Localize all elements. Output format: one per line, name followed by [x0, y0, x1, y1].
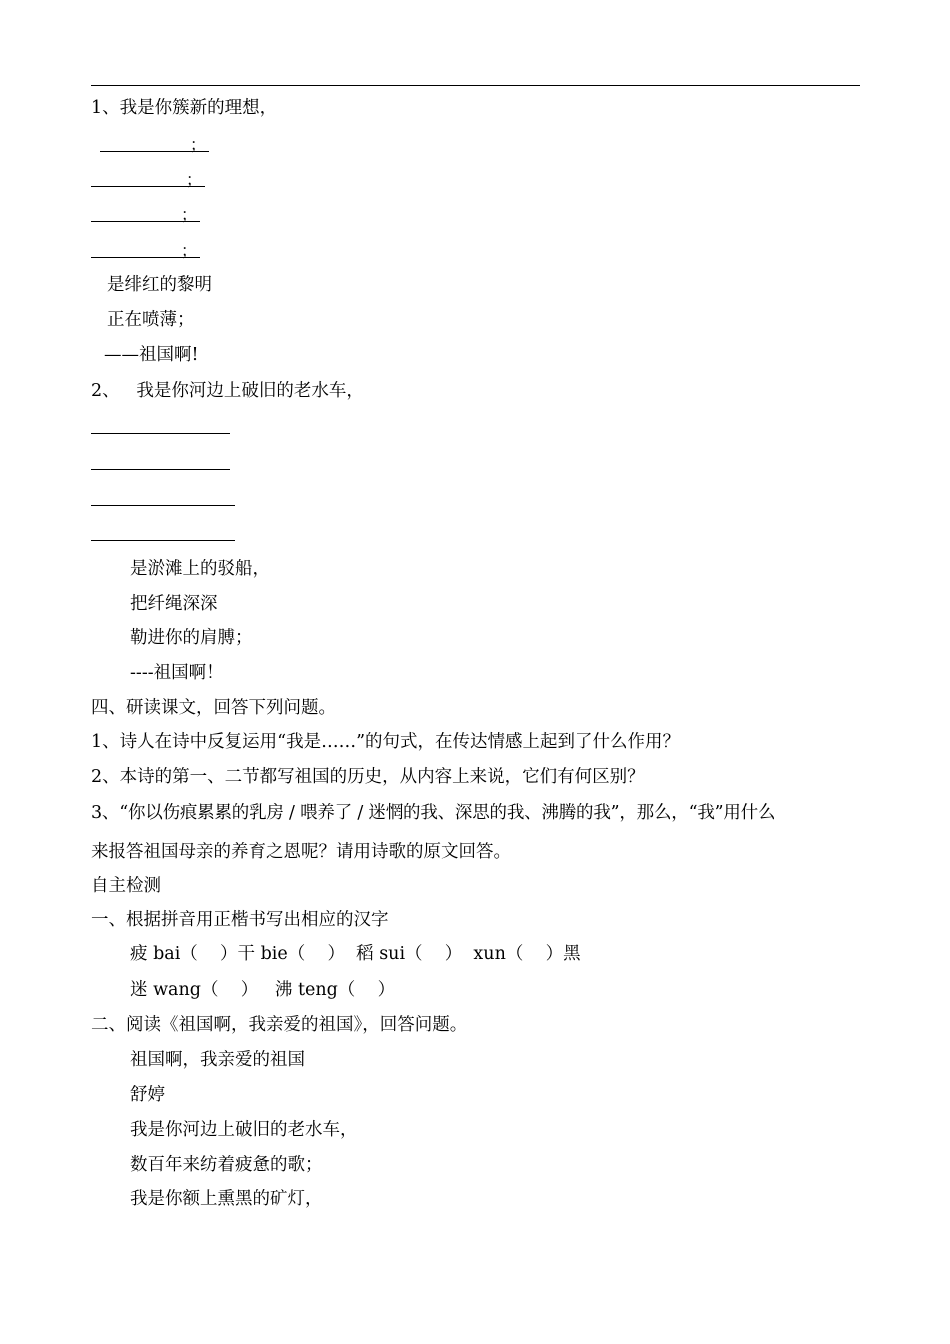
poem-line: 我是你河边上破旧的老水车， [130, 1120, 358, 1140]
poem-title: 祖国啊，我亲爱的祖国 [130, 1050, 305, 1070]
poem-line: 我是你额上熏黑的矿灯， [130, 1189, 323, 1209]
q2-tail-line: 勒进你的肩膊； [130, 628, 253, 648]
q1-tail-line: ——祖国啊! [104, 345, 199, 365]
q1-tail-line: 正在喷薄； [107, 310, 195, 330]
section4-heading: 四、研读课文，回答下列问题。 [91, 698, 336, 718]
pinyin-row: 疲 bai（ ）干 bie（ ） 稻 sui（ ） xun（ ）黑 [130, 944, 581, 964]
fill-blank-5[interactable] [91, 433, 230, 434]
q2-tail-line: 把纤绳深深 [130, 594, 218, 614]
fill-blank-8[interactable] [91, 540, 235, 541]
q1-tail-line: 是绯红的黎明 [107, 275, 212, 295]
poem-line: 数百年来纺着疲惫的歌； [130, 1155, 323, 1175]
fill-blank-7[interactable] [91, 505, 235, 506]
question-line: 1、诗人在诗中反复运用“我是……”的句式，在传达情感上起到了什么作用？ [91, 732, 681, 752]
blank-semicolon: ； [181, 205, 198, 224]
q2-tail-line: 是淤滩上的驳船， [130, 559, 270, 579]
part1-heading: 一、根据拼音用正楷书写出相应的汉字 [91, 910, 389, 930]
q2-tail-line: ----祖国啊！ [130, 663, 224, 683]
poem-author: 舒婷 [130, 1085, 165, 1105]
blank-semicolon: ； [181, 241, 198, 260]
blank-semicolon: ； [186, 170, 203, 189]
fill-blank-6[interactable] [91, 469, 230, 470]
question-line: 2、本诗的第一、二节都写祖国的历史，从内容上来说，它们有何区别？ [91, 767, 645, 787]
part2-heading: 二、阅读《祖国啊，我亲爱的祖国》，回答问题。 [91, 1015, 468, 1035]
q1-head: 1、我是你簇新的理想， [91, 98, 278, 118]
question-line: 3、“你以伤痕累累的乳房 / 喂养了 / 迷惘的我、深思的我、沸腾的我”，那么，“我”用什么 [91, 803, 776, 823]
pinyin-row: 迷 wang（ ） 沸 teng（ ） [130, 980, 396, 1000]
self-check-title: 自主检测 [91, 876, 161, 896]
header-rule [91, 85, 860, 86]
question-line: 来报答祖国母亲的养育之恩呢？请用诗歌的原文回答。 [91, 842, 511, 862]
q2-head: 2、 我是你河边上破旧的老水车， [91, 381, 364, 401]
blank-semicolon: ； [190, 135, 207, 154]
